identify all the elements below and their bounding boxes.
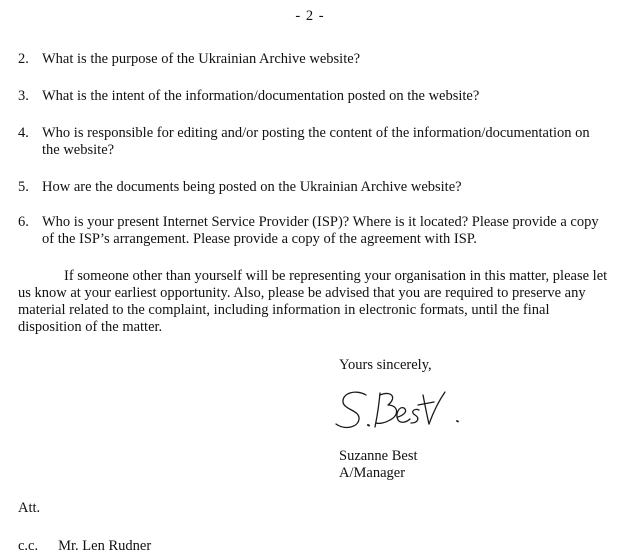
question-item bbox=[18, 125, 608, 159]
question-number: 6. bbox=[18, 214, 29, 230]
question-number: 4. bbox=[18, 125, 29, 141]
question-text: Who is responsible for editing and/or posting the content of the information/documentation on the website? bbox=[42, 125, 590, 158]
signer-title: A/Manager bbox=[339, 465, 406, 481]
closing-salutation: Yours sincerely, bbox=[339, 357, 432, 373]
question-text: What is the intent of the information/documentation posted on the website? bbox=[42, 88, 480, 104]
handwritten-signature bbox=[330, 383, 480, 441]
body-paragraph: If someone other than yourself will be representing your organisation in this matter, please let us know at your earliest opportunity. Also, please be advised that you are required to preserve any material related to the complaint, including information in electronic formats, until the final disposition of the matter. bbox=[18, 268, 608, 335]
question-text: Who is your present Internet Service Provider (ISP)? Where is it located? Please provide a copy of the ISP’s arrangement. Please provide a copy of the agreement with ISP. bbox=[42, 214, 599, 247]
question-item bbox=[18, 214, 608, 248]
carbon-copy-line bbox=[18, 538, 151, 555]
cc-recipient: Mr. Len Rudner bbox=[58, 538, 152, 554]
cc-label: c.c. bbox=[18, 538, 39, 554]
question-text: What is the purpose of the Ukrainian Archive website? bbox=[42, 51, 361, 67]
signer-block bbox=[339, 448, 418, 482]
question-number: 3. bbox=[18, 88, 29, 104]
question-item bbox=[18, 179, 608, 196]
question-number: 2. bbox=[18, 51, 29, 67]
question-item bbox=[18, 88, 608, 105]
signer-name: Suzanne Best bbox=[339, 448, 418, 464]
page-number: - 2 - bbox=[295, 8, 325, 24]
question-item bbox=[18, 51, 608, 68]
question-number: 5. bbox=[18, 179, 29, 195]
question-text: How are the documents being posted on the Ukrainian Archive website? bbox=[42, 179, 462, 195]
attachment-note: Att. bbox=[18, 500, 41, 516]
